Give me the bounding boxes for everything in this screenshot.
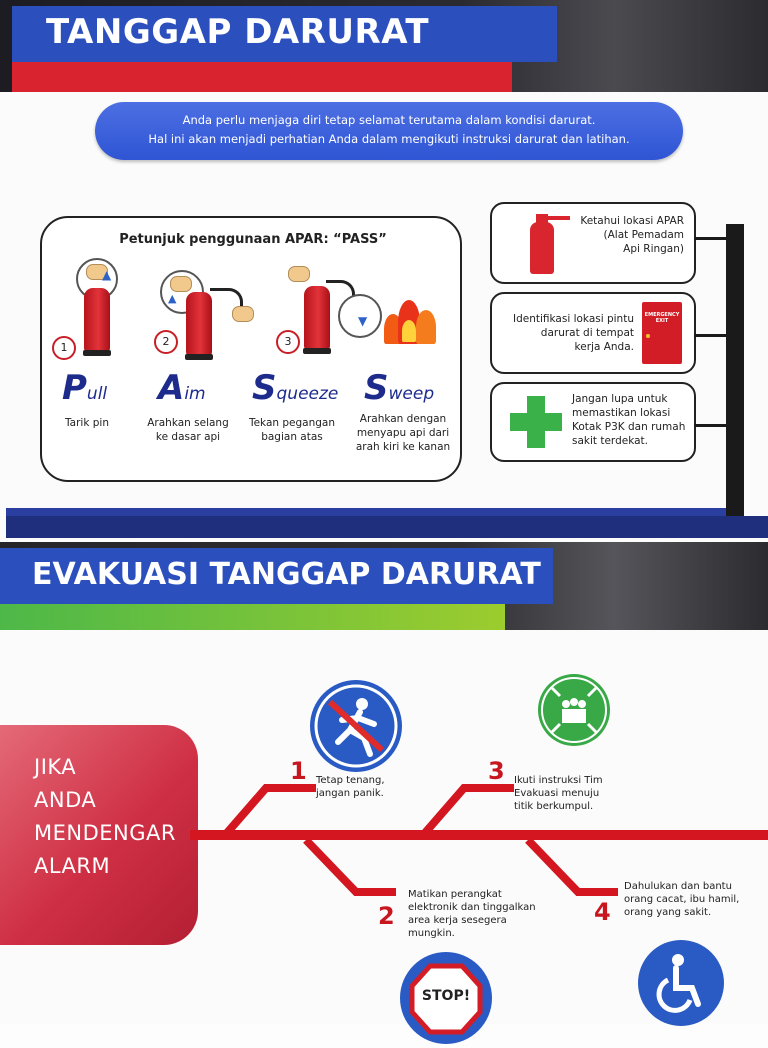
fire-extinguisher-icon xyxy=(186,292,212,356)
info-box-exit xyxy=(490,292,696,374)
hand-icon xyxy=(170,276,192,292)
pass-desc-aim: Arahkan selang ke dasar api xyxy=(147,417,229,443)
hand-icon xyxy=(288,266,310,282)
pass-title: Petunjuk penggunaan APAR: “PASS” xyxy=(119,232,387,247)
step-text-2: Matikan perangkat elektronik dan tinggalkan area kerja sesegera mungkin. xyxy=(408,889,536,939)
alarm-box xyxy=(0,725,198,945)
info-box-apar xyxy=(490,202,696,284)
first-aid-cross-icon xyxy=(510,396,562,448)
intro-line-2: Hal ini akan menjadi perhatian Anda dalam mengikuti instruksi darurat dan latihan. xyxy=(148,132,630,146)
step-number-2: 2 xyxy=(154,330,178,354)
extinguisher-base xyxy=(185,354,213,360)
intro-banner xyxy=(95,102,683,160)
info-text-apar: Ketahui lokasi APAR (Alat Pemadam Api Ringan) xyxy=(580,215,684,255)
step-number-3: 3 xyxy=(276,330,300,354)
hand-icon xyxy=(232,306,254,322)
step-number-3: 3 xyxy=(488,757,505,785)
fire-extinguisher-icon xyxy=(528,214,558,274)
step-text-4: Dahulukan dan bantu orang cacat, ibu hamil, orang yang sakit. xyxy=(624,881,740,918)
step-number-1: 1 xyxy=(52,336,76,360)
timeline-branch-2 xyxy=(300,836,400,906)
panel-title: EVAKUASI TANGGAP DARURAT xyxy=(32,557,541,592)
fire-extinguisher-icon xyxy=(84,288,110,352)
step-text-3: Ikuti instruksi Tim Evakuasi menuju titik berkumpul. xyxy=(514,775,603,812)
header-red-stripe xyxy=(12,58,512,92)
pass-desc-sweep: Arahkan dengan menyapu api dari arah kiri ke kanan xyxy=(355,413,451,453)
emergency-exit-door-icon: EMERGENCY EXIT xyxy=(642,302,682,364)
step-number-1: 1 xyxy=(290,757,307,785)
extinguisher-base xyxy=(303,348,331,354)
flame-icon xyxy=(382,298,442,344)
footer-band xyxy=(6,516,768,538)
running-person-no-icon xyxy=(310,680,402,772)
assembly-point-icon xyxy=(538,674,610,746)
intro-line-1: Anda perlu menjaga diri tetap selamat terutama dalam kondisi darurat. xyxy=(182,113,596,127)
timeline-branch-3 xyxy=(418,778,518,838)
arrow-up-icon: ▲ xyxy=(102,268,112,282)
info-link-2 xyxy=(694,334,728,337)
pass-desc-pull: Tarik pin xyxy=(65,417,109,429)
pass-word-squeeze: Squeeze xyxy=(252,368,339,408)
timeline-branch-1 xyxy=(220,778,320,838)
info-link-3 xyxy=(694,424,728,427)
alarm-text: JIKA ANDA MENDENGAR ALARM xyxy=(34,755,176,878)
info-text-exit: Identifikasi lokasi pintu darurat di tempat kerja Anda. xyxy=(513,313,634,353)
evakuasi-panel xyxy=(0,542,768,1024)
step-number-4: 4 xyxy=(594,898,611,926)
footer-stripe xyxy=(6,508,726,516)
pass-word-pull: Pull xyxy=(62,368,108,408)
pass-desc-squeeze: Tekan pegangan bagian atas xyxy=(248,417,336,443)
pass-word-sweep: Sweep xyxy=(364,368,435,408)
stop-sign-icon: STOP! xyxy=(400,952,492,1044)
info-text-first-aid: Jangan lupa untuk memastikan lokasi Kotak P3K dan rumah sakit terdekat. xyxy=(572,393,686,447)
step-text-1: Tetap tenang, jangan panik. xyxy=(316,775,385,799)
pull-illustration xyxy=(72,258,132,358)
info-link-1 xyxy=(694,237,728,240)
pass-instructions-box xyxy=(40,216,462,482)
pass-word-aim: Aim xyxy=(158,368,206,408)
panel-title: TANGGAP DARURAT xyxy=(46,12,430,52)
arrow-up-icon: ▲ xyxy=(168,292,177,305)
arrow-down-icon: ▼ xyxy=(358,314,368,328)
extinguisher-base xyxy=(83,350,111,356)
info-connector-bar xyxy=(726,224,744,520)
step-number-2: 2 xyxy=(378,902,395,930)
info-box-first-aid xyxy=(490,382,696,462)
wheelchair-icon xyxy=(638,940,724,1026)
